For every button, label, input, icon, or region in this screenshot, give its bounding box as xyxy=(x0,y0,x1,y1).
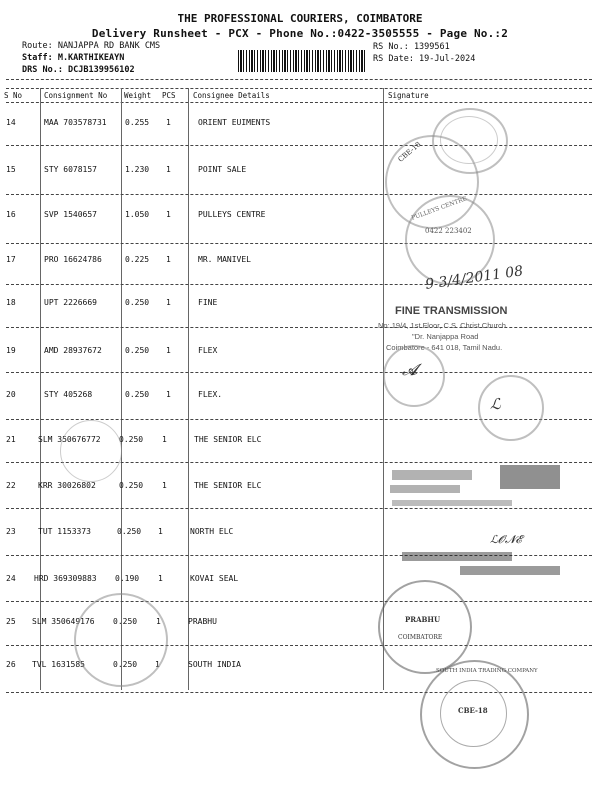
row-pcs: 1 xyxy=(166,165,171,174)
row-sno: 18 xyxy=(6,298,16,307)
row-weight: 0.250 xyxy=(119,435,144,444)
stamp-tamil-block xyxy=(392,500,512,506)
row-pcs: 1 xyxy=(166,118,171,127)
row-sno: 14 xyxy=(6,118,16,127)
row-consignment: TUT 1153373 xyxy=(38,527,91,536)
row-sno: 21 xyxy=(6,435,16,444)
row-consignee: PULLEYS CENTRE xyxy=(198,210,266,219)
stamp-prabhu xyxy=(378,580,472,674)
runsheet-title: Delivery Runsheet - PCX - Phone No.:0422-3505555 - Page No.:2 xyxy=(91,27,509,40)
col-pcs: PCS xyxy=(162,91,176,100)
stamp-fine-addr2: "Dr. Nanjappa Road xyxy=(412,332,479,341)
column-line xyxy=(188,88,189,690)
row-sno: 26 xyxy=(6,660,16,669)
row-consignee: FLEX. xyxy=(198,390,223,399)
row-consignment: PRO 16624786 xyxy=(44,255,102,264)
signature-flex2: ℒ xyxy=(490,395,501,413)
row-weight: 0.190 xyxy=(115,574,140,583)
row-pcs: 1 xyxy=(166,390,171,399)
row-consignee: PRABHU xyxy=(188,617,217,626)
row-consignee: MR. MANIVEL xyxy=(198,255,251,264)
divider xyxy=(6,88,592,89)
stamp-tamil-block xyxy=(460,566,560,575)
row-consignee: NORTH ELC xyxy=(190,527,234,536)
row-consignee: FINE xyxy=(198,298,218,307)
row-consignee: ORIENT EUIMENTS xyxy=(198,118,271,127)
divider xyxy=(6,284,592,285)
row-consignee: POINT SALE xyxy=(198,165,247,174)
stamp-fine-addr1: No: 19/4, 1st Floor, C.S. Christ Church xyxy=(378,321,506,330)
row-sno: 15 xyxy=(6,165,16,174)
row-weight: 0.250 xyxy=(113,617,138,626)
stamp-faint xyxy=(60,420,122,482)
row-weight: 0.225 xyxy=(125,255,150,264)
row-sno: 20 xyxy=(6,390,16,399)
row-sno: 24 xyxy=(6,574,16,583)
stamp-fine-addr3: Coimbatore - 641 018, Tamil Nadu. xyxy=(386,343,503,352)
row-consignment: TVL 1631585 xyxy=(32,660,85,669)
stamp-south-india-text: SOUTH INDIA TRADING COMPANY xyxy=(436,668,538,674)
row-weight: 0.250 xyxy=(125,298,150,307)
row-weight: 0.250 xyxy=(119,481,144,490)
row-sno: 25 xyxy=(6,617,16,626)
divider xyxy=(6,79,592,80)
column-line xyxy=(383,88,384,690)
col-sno: S No xyxy=(4,91,23,100)
row-pcs: 1 xyxy=(162,481,167,490)
row-pcs: 1 xyxy=(155,660,160,669)
row-weight: 1.050 xyxy=(125,210,150,219)
stamp-prabhu-left xyxy=(74,593,168,687)
stamp-pulleys-text: PULLEYS CENTRE xyxy=(410,195,468,222)
row-consignment: MAA 703578731 xyxy=(44,118,107,127)
stamp-tamil-block xyxy=(402,552,512,561)
stamp-phone: 0422 223402 xyxy=(425,227,472,235)
row-consignment: HRD 369309883 xyxy=(34,574,97,583)
col-weight: Weight xyxy=(124,91,152,100)
row-pcs: 1 xyxy=(158,574,163,583)
row-sno: 22 xyxy=(6,481,16,490)
row-consignment: SLM 350676772 xyxy=(38,435,101,444)
row-pcs: 1 xyxy=(166,255,171,264)
row-sno: 23 xyxy=(6,527,16,536)
row-weight: 1.230 xyxy=(125,165,150,174)
row-consignee: THE SENIOR ELC xyxy=(194,435,262,444)
stamp-flex2 xyxy=(478,375,544,441)
row-pcs: 1 xyxy=(166,210,171,219)
row-consignment: SVP 1540657 xyxy=(44,210,97,219)
company-title: THE PROFESSIONAL COURIERS, COIMBATORE xyxy=(177,12,423,25)
row-weight: 0.250 xyxy=(125,390,150,399)
row-consignment: UPT 2226669 xyxy=(44,298,97,307)
row-pcs: 1 xyxy=(162,435,167,444)
row-pcs: 1 xyxy=(166,346,171,355)
stamp-tamil-block xyxy=(500,465,560,489)
stamp-prabhu-text: PRABHU xyxy=(405,615,441,624)
divider xyxy=(6,508,592,509)
divider xyxy=(6,372,592,373)
row-sno: 19 xyxy=(6,346,16,355)
row-weight: 0.250 xyxy=(117,527,142,536)
row-consignee: THE SENIOR ELC xyxy=(194,481,262,490)
row-consignee: SOUTH INDIA xyxy=(188,660,241,669)
divider xyxy=(6,102,592,103)
col-consignee: Consignee Details xyxy=(193,91,270,100)
divider xyxy=(6,243,592,244)
row-consignee: FLEX xyxy=(198,346,218,355)
signature-flex: 𝓐 xyxy=(402,360,418,379)
stamp-tamil-block xyxy=(390,485,460,493)
column-line xyxy=(40,88,41,690)
col-consignment: Consignment No xyxy=(44,91,108,100)
route-label: Route: NANJAPPA RD BANK CMS xyxy=(22,41,161,51)
stamp-fine-name: FINE TRANSMISSION xyxy=(395,305,508,317)
handwritten-date: 9 3/4/2011 08 xyxy=(424,263,525,293)
row-weight: 0.250 xyxy=(113,660,138,669)
row-consignment: KRR 30026802 xyxy=(38,481,96,490)
row-consignment: SLM 350649176 xyxy=(32,617,95,626)
rs-date: RS Date: 19-Jul-2024 xyxy=(373,54,476,64)
divider xyxy=(6,194,592,195)
row-sno: 16 xyxy=(6,210,16,219)
row-pcs: 1 xyxy=(158,527,163,536)
signature-north: ℒ𝓞𝓝𝓔 xyxy=(490,533,522,546)
staff-label: Staff: M.KARTHIKEAYN xyxy=(22,53,125,63)
row-consignee: KOVAI SEAL xyxy=(190,574,239,583)
row-pcs: 1 xyxy=(166,298,171,307)
row-weight: 0.250 xyxy=(125,346,150,355)
col-signature: Signature xyxy=(388,91,429,100)
drs-label: DRS No.: DCJB139956102 xyxy=(22,65,135,75)
stamp-coimbatore-text: COIMBATORE xyxy=(398,634,443,641)
row-pcs: 1 xyxy=(156,617,161,626)
rs-number: RS No.: 1399561 xyxy=(373,42,450,52)
stamp-tamil-block xyxy=(392,470,472,480)
row-consignment: STY 405268 xyxy=(44,390,93,399)
row-consignment: AMD 28937672 xyxy=(44,346,102,355)
stamp-cbe-text-2: CBE-18 xyxy=(458,706,488,715)
stamp-cbe-text: CBE-18 xyxy=(396,140,423,164)
row-consignment: STY 6078157 xyxy=(44,165,97,174)
barcode xyxy=(238,50,366,72)
row-weight: 0.255 xyxy=(125,118,150,127)
row-sno: 17 xyxy=(6,255,16,264)
